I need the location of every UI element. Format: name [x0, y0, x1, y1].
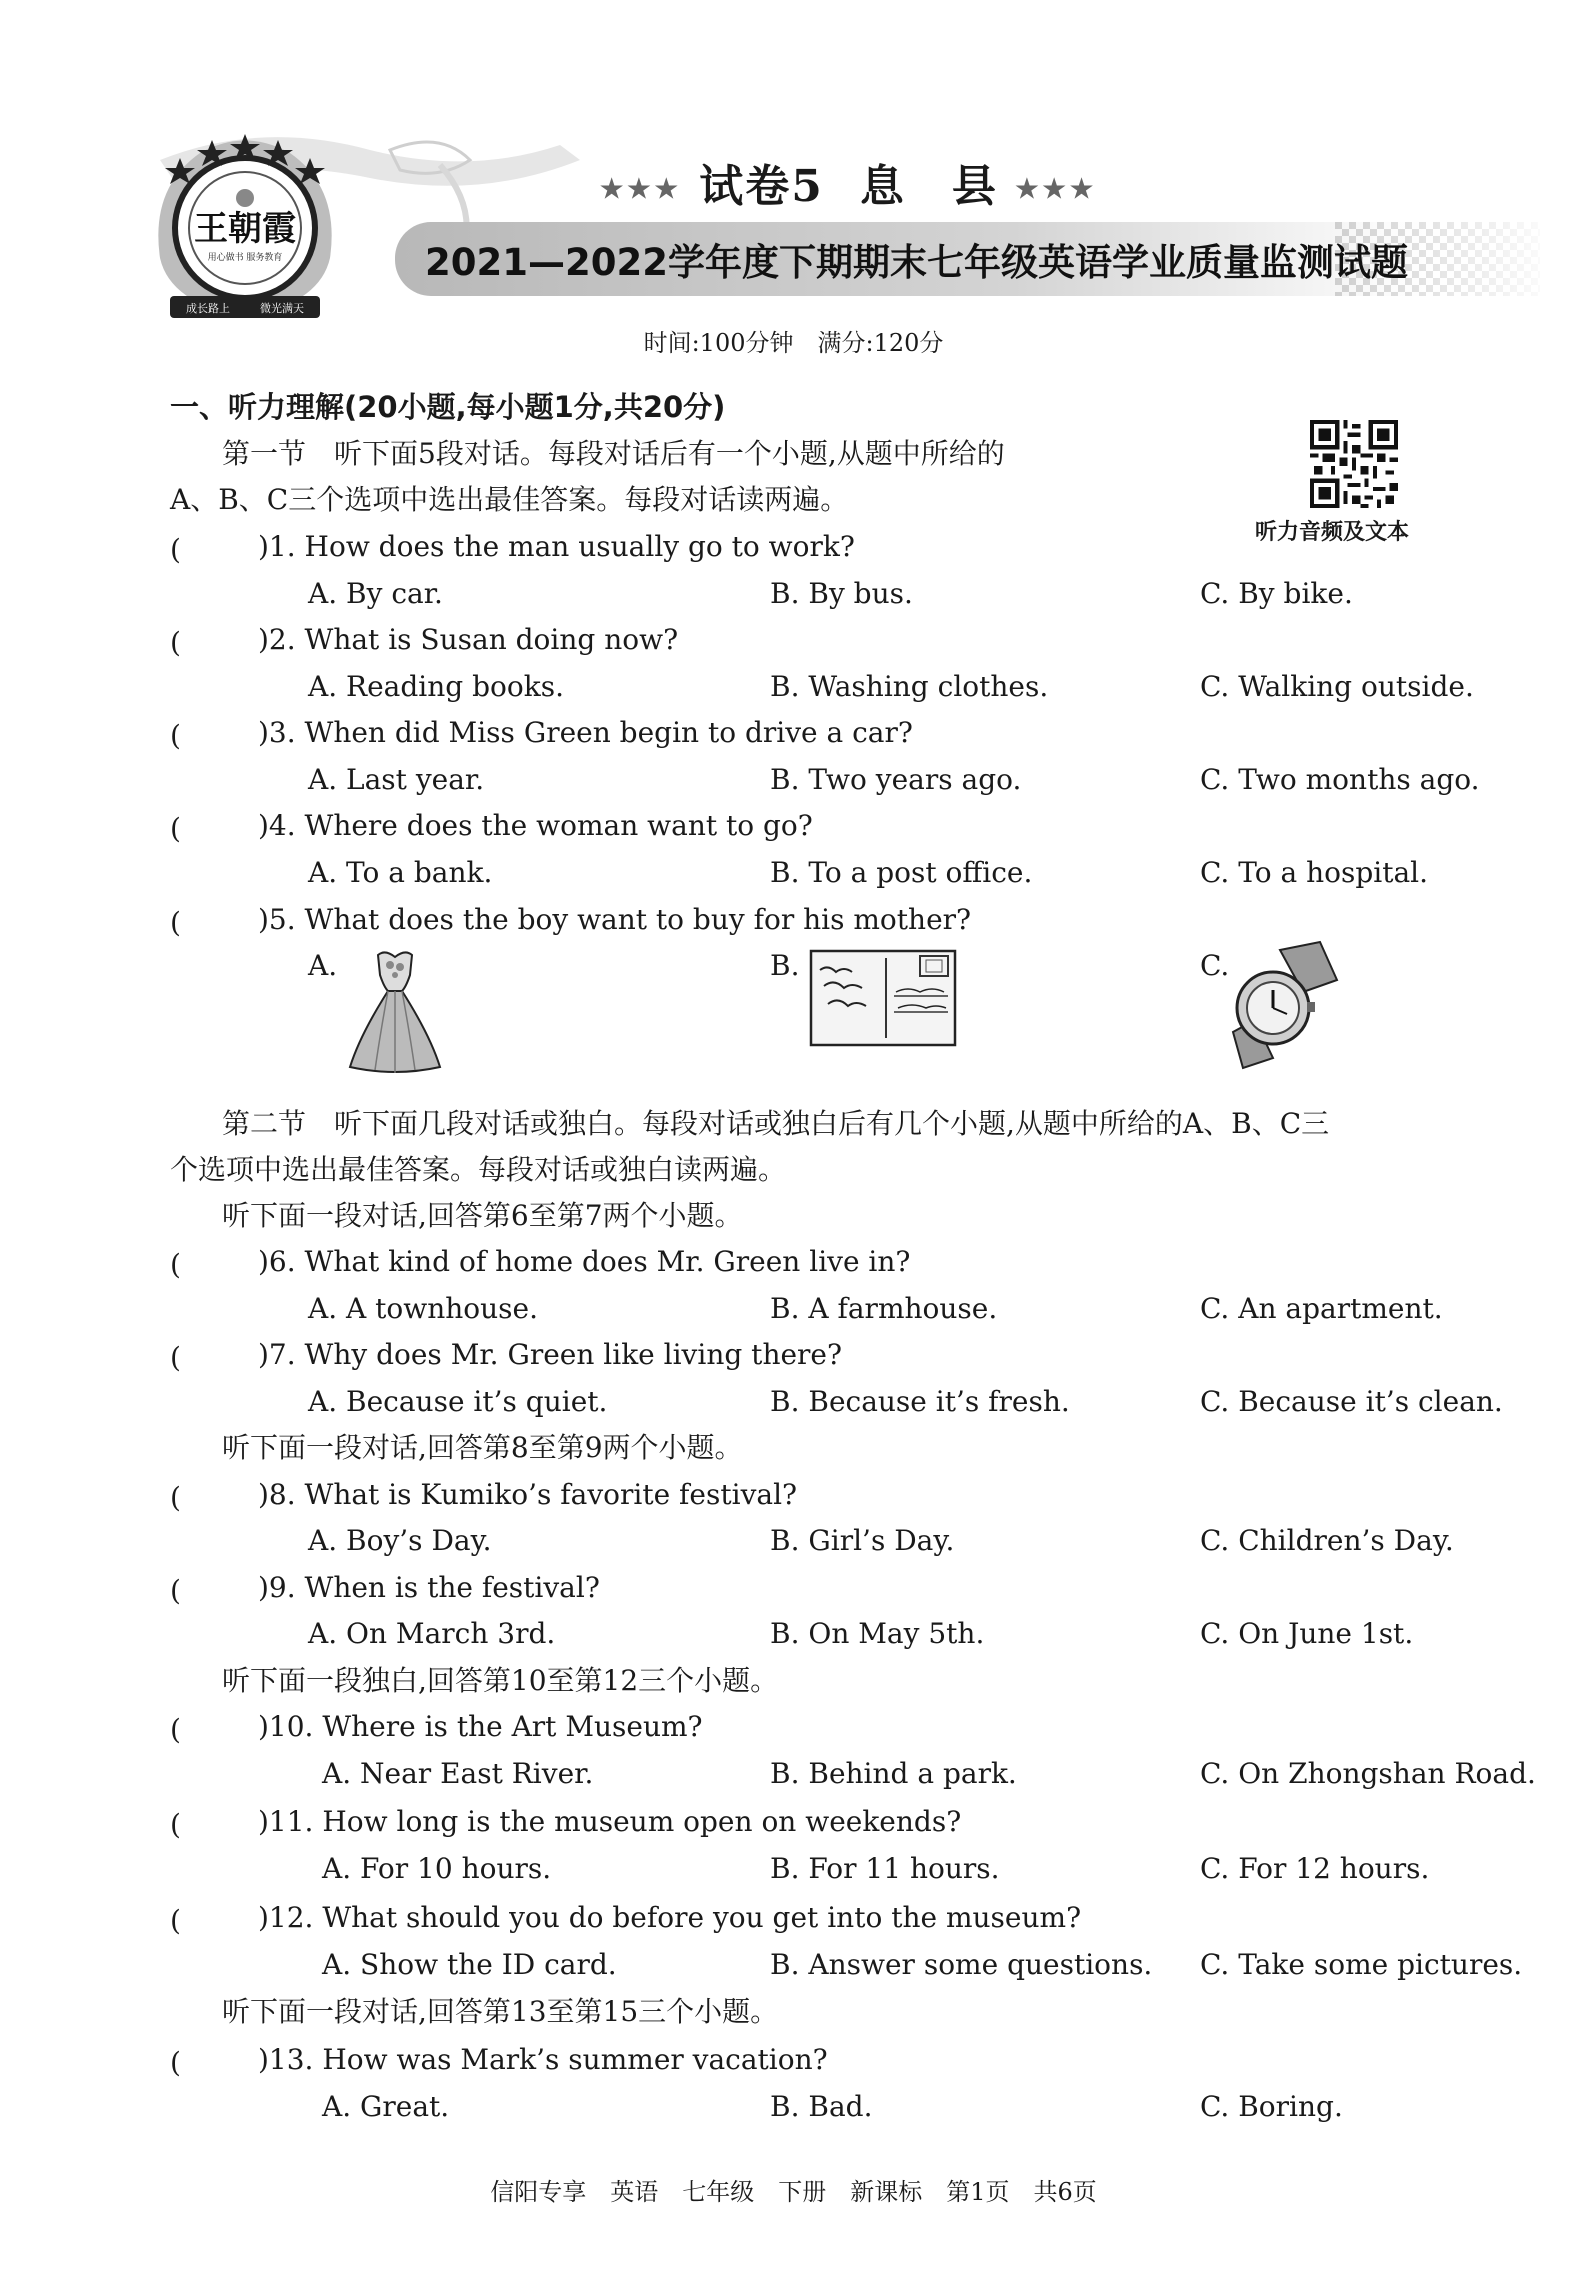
question-4: )4. Where does the woman want to go? — [258, 809, 813, 842]
q3-option-a: A. Last year. — [308, 763, 485, 796]
q11-option-b: B. For 11 hours. — [770, 1852, 1000, 1885]
part2-intro: 第二节 听下面几段对话或独白。每段对话或独白后有几个小题,从题中所给的A、B、C三 — [222, 1107, 1330, 1140]
q9-option-b: B. On May 5th. — [770, 1617, 985, 1650]
q5-option-c: C. — [1200, 949, 1230, 982]
q10-option-a: A. Near East River. — [322, 1757, 594, 1790]
q11-option-c: C. For 12 hours. — [1200, 1852, 1430, 1885]
q1-option-b: B. By bus. — [770, 577, 913, 610]
q4-option-a: A. To a bank. — [308, 856, 493, 889]
q6-option-b: B. A farmhouse. — [770, 1292, 998, 1325]
instruction-10-12: 听下面一段独白,回答第10至第12三个小题。 — [222, 1664, 779, 1697]
answer-paren[interactable]: ( — [170, 1713, 181, 1746]
page-footer: 信阳专享 英语 七年级 下册 新课标 第1页 共6页 — [490, 2178, 1097, 2206]
question-3: )3. When did Miss Green begin to drive a car? — [258, 716, 913, 749]
q7-option-b: B. Because it’s fresh. — [770, 1385, 1070, 1418]
exam-title: 2021—2022学年度下期期末七年级英语学业质量监测试题 — [425, 241, 1408, 284]
q1-option-a: A. By car. — [308, 577, 443, 610]
answer-paren[interactable]: ( — [170, 533, 181, 566]
q9-option-c: C. On June 1st. — [1200, 1617, 1414, 1650]
logo-name: 王朝霞 — [194, 209, 296, 249]
q10-option-c: C. On Zhongshan Road. — [1200, 1757, 1536, 1790]
instruction-13-15: 听下面一段对话,回答第13至第15三个小题。 — [222, 1995, 779, 2028]
exam-meta: 时间:100分钟 满分:120分 — [643, 329, 944, 357]
answer-paren[interactable]: ( — [170, 1248, 181, 1281]
part1-intro: 第一节 听下面5段对话。每段对话后有一个小题,从题中所给的 — [222, 437, 1005, 470]
question-12: )12. What should you do before you get into the museum? — [258, 1901, 1082, 1934]
question-2: )2. What is Susan doing now? — [258, 623, 679, 656]
question-13: )13. How was Mark’s summer vacation? — [258, 2043, 828, 2076]
q9-option-a: A. On March 3rd. — [308, 1617, 556, 1650]
q11-option-a: A. For 10 hours. — [322, 1852, 552, 1885]
logo-ribbon-left: 成长路上 — [186, 302, 230, 315]
part2-intro-2: 个选项中选出最佳答案。每段对话或独白读两遍。 — [170, 1153, 787, 1186]
answer-paren[interactable]: ( — [170, 1904, 181, 1937]
question-6: )6. What kind of home does Mr. Green live in? — [258, 1245, 911, 1278]
q3-option-b: B. Two years ago. — [770, 763, 1022, 796]
q6-option-a: A. A townhouse. — [308, 1292, 539, 1325]
qr-code[interactable] — [1310, 420, 1398, 508]
q13-option-c: C. Boring. — [1200, 2090, 1343, 2123]
q2-option-b: B. Washing clothes. — [770, 670, 1049, 703]
stars-left-icon: ★★★ — [600, 174, 682, 205]
instruction-6-7: 听下面一段对话,回答第6至第7两个小题。 — [222, 1199, 743, 1232]
question-5: )5. What does the boy want to buy for his mother? — [258, 903, 972, 936]
answer-paren[interactable]: ( — [170, 1574, 181, 1607]
question-10: )10. Where is the Art Museum? — [258, 1710, 703, 1743]
q12-option-a: A. Show the ID card. — [322, 1948, 617, 1981]
q7-option-a: A. Because it’s quiet. — [308, 1385, 608, 1418]
q8-option-a: A. Boy’s Day. — [308, 1524, 492, 1557]
answer-paren[interactable]: ( — [170, 1341, 181, 1374]
paper-heading — [600, 150, 1097, 214]
answer-paren[interactable]: ( — [170, 626, 181, 659]
q6-option-c: C. An apartment. — [1200, 1292, 1443, 1325]
question-1: )1. How does the man usually go to work? — [258, 530, 855, 563]
paper-label: 试卷5 — [699, 161, 824, 212]
q2-option-a: A. Reading books. — [308, 670, 564, 703]
watch-image — [1225, 940, 1340, 1070]
q13-option-a: A. Great. — [322, 2090, 450, 2123]
question-9: )9. When is the festival? — [258, 1571, 600, 1604]
logo-slogan: 用心做书 服务教育 — [207, 253, 283, 263]
logo — [140, 128, 350, 328]
q10-option-b: B. Behind a park. — [770, 1757, 1017, 1790]
stars-right-icon: ★★★ — [1015, 174, 1098, 205]
q4-option-c: C. To a hospital. — [1200, 856, 1429, 889]
answer-paren[interactable]: ( — [170, 1481, 181, 1514]
answer-paren[interactable]: ( — [170, 1808, 181, 1841]
q13-option-b: B. Bad. — [770, 2090, 873, 2123]
q8-option-c: C. Children’s Day. — [1200, 1524, 1454, 1557]
section-title: 一、听力理解(20小题,每小题1分,共20分) — [170, 390, 726, 424]
answer-paren[interactable]: ( — [170, 2046, 181, 2079]
question-11: )11. How long is the museum open on weekends? — [258, 1805, 962, 1838]
logo-ribbon-right: 微光满天 — [260, 302, 304, 315]
q5-option-b: B. — [770, 949, 800, 982]
q5-option-a: A. — [308, 949, 338, 982]
question-8: )8. What is Kumiko’s favorite festival? — [258, 1478, 798, 1511]
q12-option-c: C. Take some pictures. — [1200, 1948, 1523, 1981]
q1-option-c: C. By bike. — [1200, 577, 1353, 610]
instruction-8-9: 听下面一段对话,回答第8至第9两个小题。 — [222, 1431, 743, 1464]
county-name: 息 县 — [859, 161, 998, 212]
q2-option-c: C. Walking outside. — [1200, 670, 1474, 703]
postcard-image — [808, 948, 958, 1048]
part1-intro-2: A、B、C三个选项中选出最佳答案。每段对话读两遍。 — [170, 483, 849, 516]
question-7: )7. Why does Mr. Green like living there? — [258, 1338, 843, 1371]
q3-option-c: C. Two months ago. — [1200, 763, 1480, 796]
q4-option-b: B. To a post office. — [770, 856, 1033, 889]
q7-option-c: C. Because it’s clean. — [1200, 1385, 1503, 1418]
qr-label: 听力音频及文本 — [1255, 520, 1410, 545]
q12-option-b: B. Answer some questions. — [770, 1948, 1153, 1981]
answer-paren[interactable]: ( — [170, 906, 181, 939]
q8-option-b: B. Girl’s Day. — [770, 1524, 955, 1557]
dress-image — [340, 945, 450, 1075]
answer-paren[interactable]: ( — [170, 719, 181, 752]
answer-paren[interactable]: ( — [170, 812, 181, 845]
